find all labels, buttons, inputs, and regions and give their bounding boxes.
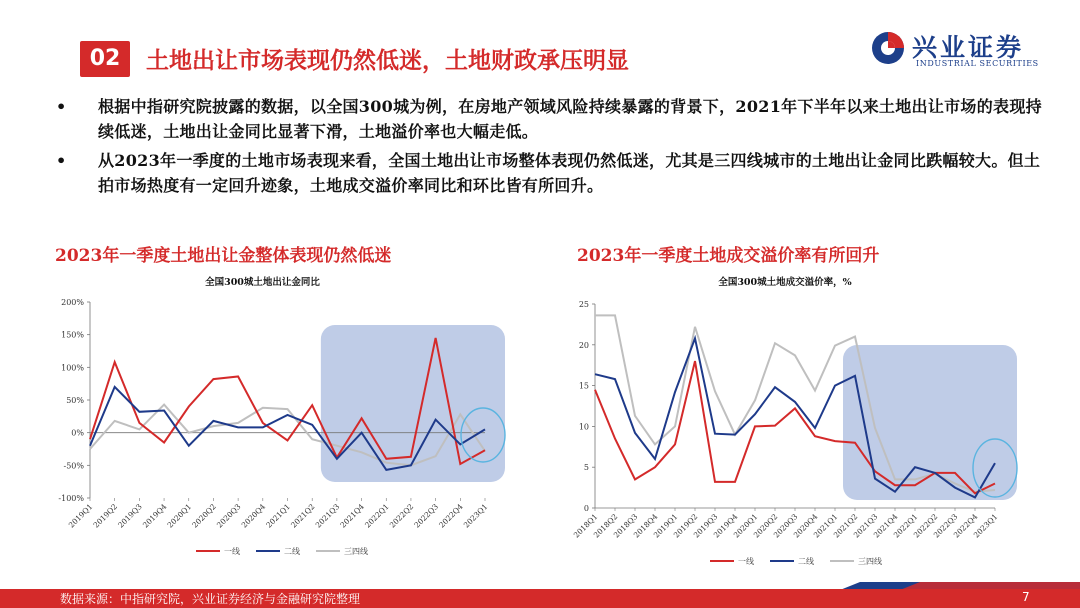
y-tick-label: 25	[578, 300, 589, 309]
bullet-list	[56, 94, 1046, 202]
y-tick-label: 150%	[61, 330, 84, 340]
chart-title: 全国300城土地出让金同比	[205, 277, 320, 288]
x-tick-label: 2021Q1	[264, 502, 292, 530]
x-tick-label: 2021Q4	[338, 502, 366, 530]
highlight-region	[321, 325, 505, 482]
x-tick-label: 2021Q3	[313, 502, 342, 530]
legend-label: 二线	[284, 547, 300, 556]
x-tick-label: 2018Q3	[611, 512, 640, 540]
x-tick-label: 2020Q1	[731, 512, 760, 540]
legend-label: 一线	[224, 547, 240, 556]
land-revenue-yoy-chart	[40, 270, 530, 570]
x-tick-label: 2020Q3	[771, 512, 800, 540]
y-tick-label: 10	[578, 422, 589, 432]
x-tick-label: 2022Q1	[891, 512, 920, 540]
x-tick-label: 2022Q3	[412, 502, 441, 530]
x-tick-label: 2019Q1	[651, 512, 680, 540]
y-tick-label: 20	[578, 340, 589, 350]
x-tick-label: 2020Q3	[214, 502, 243, 530]
right-chart-heading: 2023年一季度土地成交溢价率有所回升	[577, 246, 880, 266]
x-tick-label: 2022Q3	[931, 512, 960, 540]
y-tick-label: 0	[583, 504, 589, 513]
x-tick-label: 2023Q1	[461, 502, 490, 530]
logo-emblem-icon	[870, 30, 906, 66]
x-tick-label: 2019Q4	[140, 502, 169, 530]
x-tick-label: 2019Q3	[691, 512, 720, 540]
y-tick-label: 15	[578, 381, 589, 391]
footer-bar	[0, 589, 1080, 608]
x-tick-label: 2019Q1	[66, 502, 95, 530]
y-tick-label: 50%	[66, 396, 84, 405]
company-logo	[868, 26, 1058, 74]
left-chart-heading: 2023年一季度土地出让金整体表现仍然低迷	[55, 246, 392, 266]
x-tick-label: 2021Q2	[289, 502, 317, 530]
x-tick-label: 2021Q3	[851, 512, 880, 540]
x-tick-label: 2020Q2	[751, 512, 780, 540]
x-tick-label: 2018Q2	[591, 512, 620, 540]
x-tick-label: 2022Q4	[437, 502, 465, 530]
bullet-dot: •	[56, 151, 67, 170]
y-tick-label: 0%	[71, 428, 84, 438]
data-source-note: 数据来源：中指研究院，兴业证券经济与金融研究院整理	[60, 592, 361, 606]
legend-label: 二线	[798, 557, 814, 566]
x-tick-label: 2022Q4	[951, 512, 980, 540]
legend-label: 一线	[738, 557, 754, 566]
x-tick-label: 2021Q2	[831, 512, 860, 540]
x-tick-label: 2021Q1	[811, 512, 840, 540]
page-title: 土地出让市场表现仍然低迷，土地财政承压明显	[146, 48, 629, 74]
bullet-text: 根据中指研究院披露的数据，以全国300城为例，在房地产领域风险持续暴露的背景下，2021年下半年以来土地出让市场的表现持续低迷，土地出让金同比显著下滑，土地溢价率也大幅走低。	[98, 97, 1042, 141]
page-number: 7	[1022, 590, 1030, 604]
x-tick-label: 2019Q4	[711, 512, 740, 540]
legend-label: 三四线	[344, 547, 368, 556]
y-tick-label: 100%	[61, 363, 84, 373]
section-number-badge: 02	[80, 41, 130, 77]
x-tick-label: 2022Q2	[911, 512, 940, 540]
bullet-dot: •	[56, 97, 67, 116]
land-premium-rate-chart	[550, 270, 1040, 570]
y-tick-label: 5	[583, 463, 589, 473]
x-tick-label: 2019Q2	[91, 502, 120, 530]
x-tick-label: 2018Q1	[571, 512, 600, 540]
legend-label: 三四线	[858, 557, 882, 566]
logo-chinese-name: 兴业证券	[912, 33, 1025, 62]
y-tick-label: -100%	[58, 494, 84, 503]
x-tick-label: 2020Q1	[165, 502, 194, 530]
y-tick-label: 200%	[61, 298, 84, 307]
logo-english-name: INDUSTRIAL SECURITIES	[916, 59, 1039, 68]
x-tick-label: 2023Q1	[971, 512, 1000, 540]
bullet-text: 从2023年一季度的土地市场表现来看，全国土地出让市场整体表现仍然低迷，尤其是三四线城市的土地出让金同比跌幅较大。但土拍市场热度有一定回升迹象，土地成交溢价率同比和环比皆有所回升。	[98, 151, 1041, 195]
bullet-item	[56, 94, 1046, 144]
x-tick-label: 2020Q4	[791, 512, 820, 540]
x-tick-label: 2020Q2	[190, 502, 218, 530]
x-tick-label: 2022Q2	[387, 502, 416, 530]
chart-title: 全国300城土地成交溢价率，%	[718, 277, 852, 288]
x-tick-label: 2019Q3	[116, 502, 144, 530]
x-tick-label: 2018Q4	[631, 512, 660, 540]
bullet-item	[56, 148, 1046, 198]
x-tick-label: 2021Q4	[871, 512, 900, 540]
x-tick-label: 2020Q4	[239, 502, 268, 530]
y-tick-label: -50%	[63, 461, 84, 471]
x-tick-label: 2022Q1	[363, 502, 391, 530]
x-tick-label: 2019Q2	[671, 512, 700, 540]
